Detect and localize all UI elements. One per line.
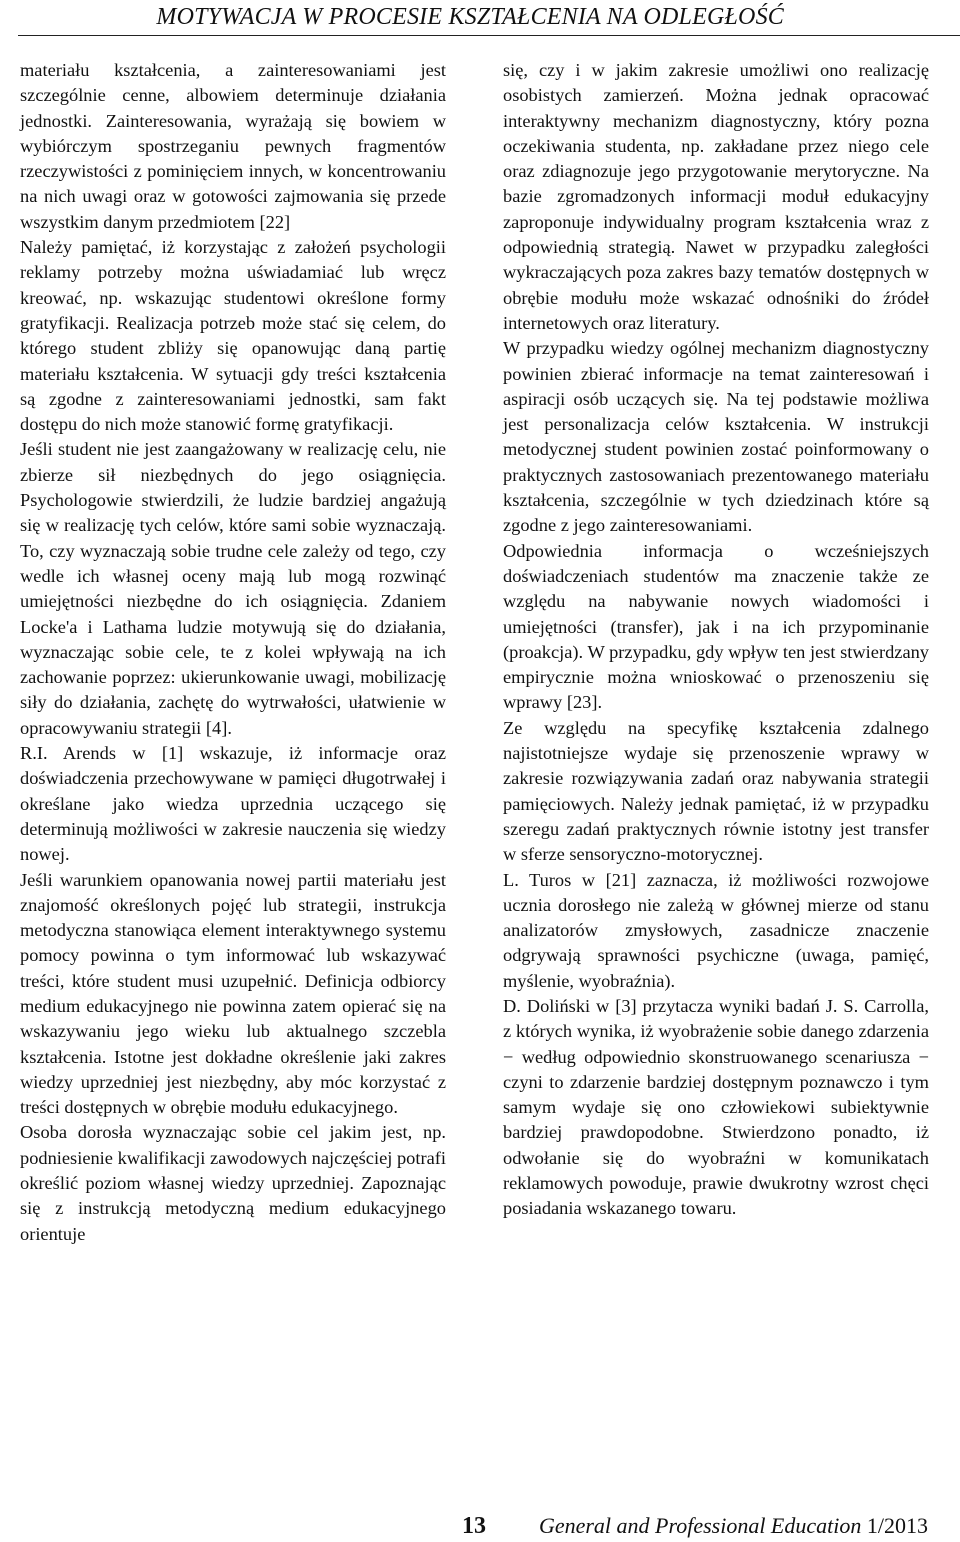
page-footer — [0, 1505, 960, 1542]
journal-issue: 1/2013 — [866, 1513, 928, 1538]
journal-citation — [539, 1513, 928, 1539]
left-column — [20, 58, 446, 1247]
paragraph: się, czy i w jakim zakresie umożliwi ono realizację osobistych zamierzeń. Można jednak opracować interaktywny mechanizm diagnostyczny, który pozna oczekiwania studenta, np. zakładane przez niego cele oraz zdiagnozuje jego przygotowanie merytoryczne. Na bazie zgromadzonych informacji moduł edukacyjny zaproponuje indywidualny program kształcenia wraz z odpowiednią strategią. Nawet w przypadku zaległości wykraczających poza zakres bazy tematów dostępnych w obrębie modułu może wskazać odnośniki do źródeł internetowych oraz literatury. — [503, 60, 929, 333]
paragraph: Należy pamiętać, iż korzystając z założeń psychologii reklamy potrzeby można uświadamiać lub wręcz kreować, np. wskazując studentowi określone formy gratyfikacji. Realizacja potrzeb może stać się celem, do którego student zbliży się opanowując daną partię materiału kształcenia. W sytuacji gdy treści kształcenia są zgodne z zainteresowaniami jednostki, sam fakt dostępu do nich może stanowić formę gratyfikacji. — [20, 237, 446, 435]
paragraph: Jeśli student nie jest zaangażowany w realizację celu, nie zbierze sił niezbędnych do jego osiągnięcia. Psychologowie stwierdzili, że ludzie bardziej angażują się w realizację tych celów, które sami sobie wyznaczają. To, czy wyznaczają sobie trudne cele zależy od tego, czy wedle ich własnej oceny mają lub mogą rozwinąć umiejętności niezbędne do ich osiągnięcia. Zdaniem Locke'a i Lathama ludzie motywują się do działania, wyznaczając sobie cele, te z kolei wpływają na ich zachowanie poprzez: ukierunkowanie uwagi, mobilizację siły do działania, zachętę do wytrwałości, ułatwienie w opracowywaniu strategii [4]. — [20, 439, 446, 738]
paragraph: L. Turos w [21] zaznacza, iż możliwości rozwojowe ucznia dorosłego nie zależą w głównej mierze od stanu analizatorów zmysłowych, zasadnicze znaczenie odgrywają sprawności psychiczne (uwaga, pamięć, myślenie, wyobraźnia). — [503, 869, 929, 991]
running-header-title: MOTYWACJA W PROCESIE KSZTAŁCENIA NA ODLEGŁOŚĆ — [156, 4, 784, 30]
page-number: 13 — [462, 1513, 486, 1539]
paragraph: materiału kształcenia, a zainteresowaniami jest szczególnie cenne, albowiem determinuje działania jednostki. Zainteresowania, wyrażają się bowiem w wybiórczym spostrzeganiu pewnych fragmentów rzeczywistości z pominięciem innych, w koncentrowaniu na nich uwagi oraz w gotowości zajmowania się przede wszystkim danym przedmiotem [22] — [20, 60, 446, 232]
right-column — [503, 58, 929, 1222]
paragraph: Odpowiednia informacja o wcześniejszych doświadczeniach studentów ma znaczenie także ze względu na nabywanie nowych wiadomości i umiejętności (transfer), jak i na ich przypominanie (proakcja). W przypadku, gdy wpływ ten jest stwierdzany empirycznie można wnioskować o przenoszeniu się wprawy [23]. — [503, 540, 929, 713]
paragraph: Jeśli warunkiem opanowania nowej partii materiału jest znajomość określonych pojęć lub strategii, instrukcja metodyczna stanowiąca element interaktywnego systemu pomocy powinna o tym informować lub wskazywać treści, które student musi uzupełnić. Definicja odbiorcy medium edukacyjnego nie powinna zatem opierać się na wskazywaniu jego wieku lub aktualnego szczebla kształcenia. Istotne jest dokładne określenie jaki zakres wiedzy uprzedniej jest niezbędny, aby móc korzystać z treści dostępnych w obrębie modułu edukacyjnego. — [20, 869, 446, 1118]
journal-name: General and Professional Education — [538, 1513, 862, 1538]
paragraph: W przypadku wiedzy ogólnej mechanizm diagnostyczny powinien zbierać informacje na temat zainteresowań i aspiracji osób uczących się. Na tej podstawie możliwa jest personalizacja celów kształcenia. W instrukcji metodycznej student powinien zostać poinformowany o praktycznych zastosowaniach prezentowanego materiału kształcenia, szczególnie w tych dziedzinach które są zgodne z jego zainteresowaniami. — [503, 338, 929, 536]
paragraph: R.I. Arends w [1] wskazuje, iż informacje oraz doświadczenia przechowywane w pamięci długotrwałej i określane jako wiedza uprzednia uczącego się determinują możliwości w zakresie nauczenia się wiedzy nowej. — [20, 743, 446, 865]
paragraph: Osoba dorosła wyznaczając sobie cel jakim jest, np. podniesienie kwalifikacji zawodowych najczęściej potrafi określić poziom własnej wiedzy uprzedniej. Zapoznając się z instrukcją metodyczną medium edukacyjnego orientuje — [20, 1122, 446, 1244]
paragraph: Ze względu na specyfikę kształcenia zdalnego najistotniejsze wydaje się przenoszenie wprawy w zakresie rozwiązywania zadań oraz nabywania strategii pamięciowych. Należy jednak pamiętać, iż w przypadku szeregu zadań praktycznych równie istotny jest transfer w sferze sensoryczno-motorycznej. — [503, 717, 929, 865]
running-header — [0, 0, 960, 40]
header-rule — [18, 35, 960, 36]
paragraph: D. Doliński w [3] przytacza wyniki badań J. S. Carrolla, z których wynika, iż wyobrażenie sobie danego zdarzenia − według odpowiednio skonstruowanego scenariusza − czyni to zdarzenie bardziej dostępnym poznawczo i tym samym wydaje się ono człowiekowi subiektywnie bardziej prawdopodobne. Stwierdzono ponadto, iż odwołanie się do wyobraźni w komunikatach reklamowych powoduje, prawie dwukrotny wzrost chęci posiadania wskazanego towaru. — [503, 995, 929, 1219]
